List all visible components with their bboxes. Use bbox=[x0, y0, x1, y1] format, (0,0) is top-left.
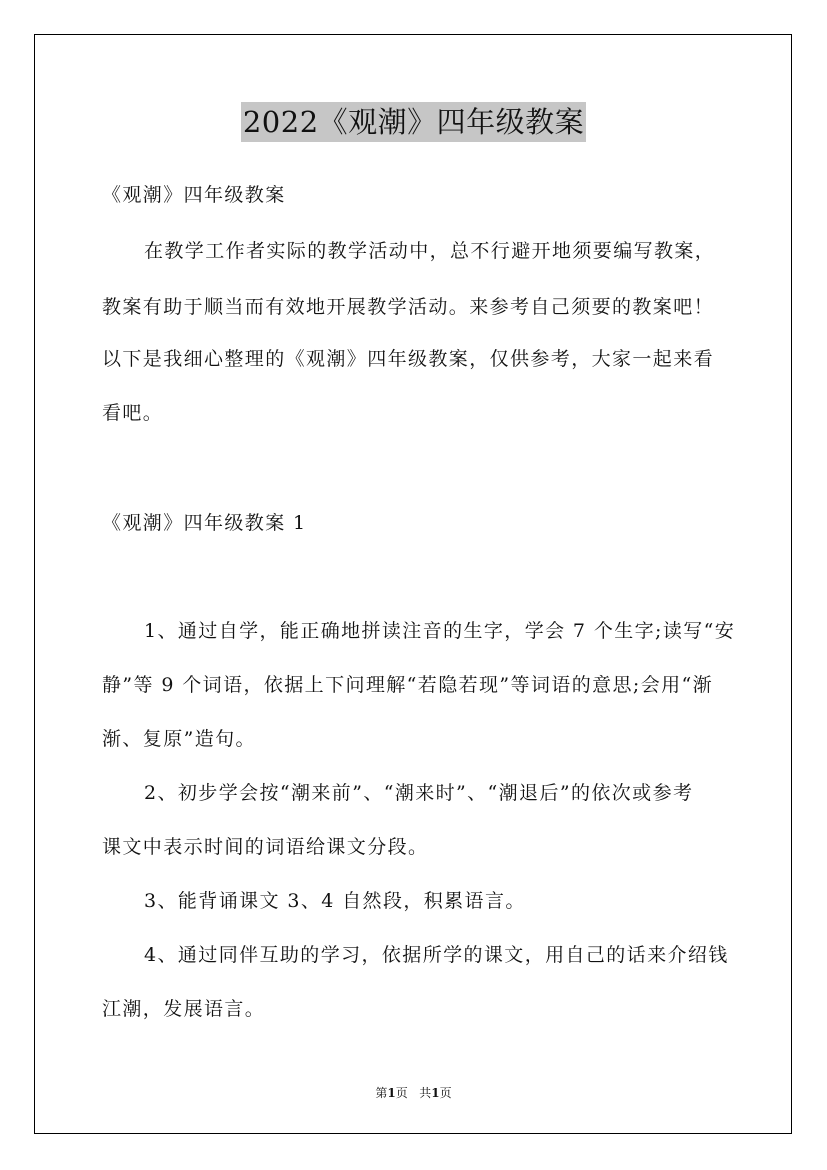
list-item-line: 课文中表示时间的词语给课文分段。 bbox=[102, 836, 429, 858]
document-title: 2022《观潮》四年级教案 bbox=[241, 102, 586, 142]
footer-total-pages: 1 bbox=[431, 1086, 440, 1100]
page-footer bbox=[0, 1084, 827, 1101]
list-item-line: 江潮，发展语言。 bbox=[102, 998, 266, 1020]
intro-line: 看吧。 bbox=[102, 402, 164, 424]
footer-page-number: 1 bbox=[387, 1086, 396, 1100]
title-container bbox=[0, 102, 827, 142]
footer-prefix: 第 bbox=[375, 1086, 388, 1100]
document-subtitle: 《观潮》四年级教案 bbox=[102, 184, 286, 206]
section-heading: 《观潮》四年级教案 1 bbox=[102, 512, 307, 534]
intro-line: 教案有助于顺当而有效地开展教学活动。来参考自己须要的教案吧！ bbox=[102, 296, 715, 318]
list-item-line: 4、通过同伴互助的学习，依据所学的课文，用自己的话来介绍钱 bbox=[144, 944, 729, 966]
footer-suffix: 页 bbox=[439, 1086, 452, 1100]
list-item-line: 静”等 9 个词语，依据上下问理解“若隐若现”等词语的意思;会用“渐 bbox=[102, 674, 714, 696]
intro-line: 在教学工作者实际的教学活动中，总不行避开地须要编写教案， bbox=[144, 240, 716, 262]
footer-mid: 页 共 bbox=[395, 1086, 432, 1100]
list-item-line: 2、初步学会按“潮来前”、“潮来时”、“潮退后”的依次或参考 bbox=[144, 782, 694, 804]
list-item-line: 渐、复原”造句。 bbox=[102, 728, 256, 750]
list-item-line: 3、能背诵课文 3、4 自然段，积累语言。 bbox=[144, 890, 526, 912]
list-item-line: 1、通过自学，能正确地拼读注音的生字，学会 7 个生字;读写“安 bbox=[144, 620, 736, 642]
intro-line: 以下是我细心整理的《观潮》四年级教案，仅供参考，大家一起来看 bbox=[102, 348, 715, 370]
